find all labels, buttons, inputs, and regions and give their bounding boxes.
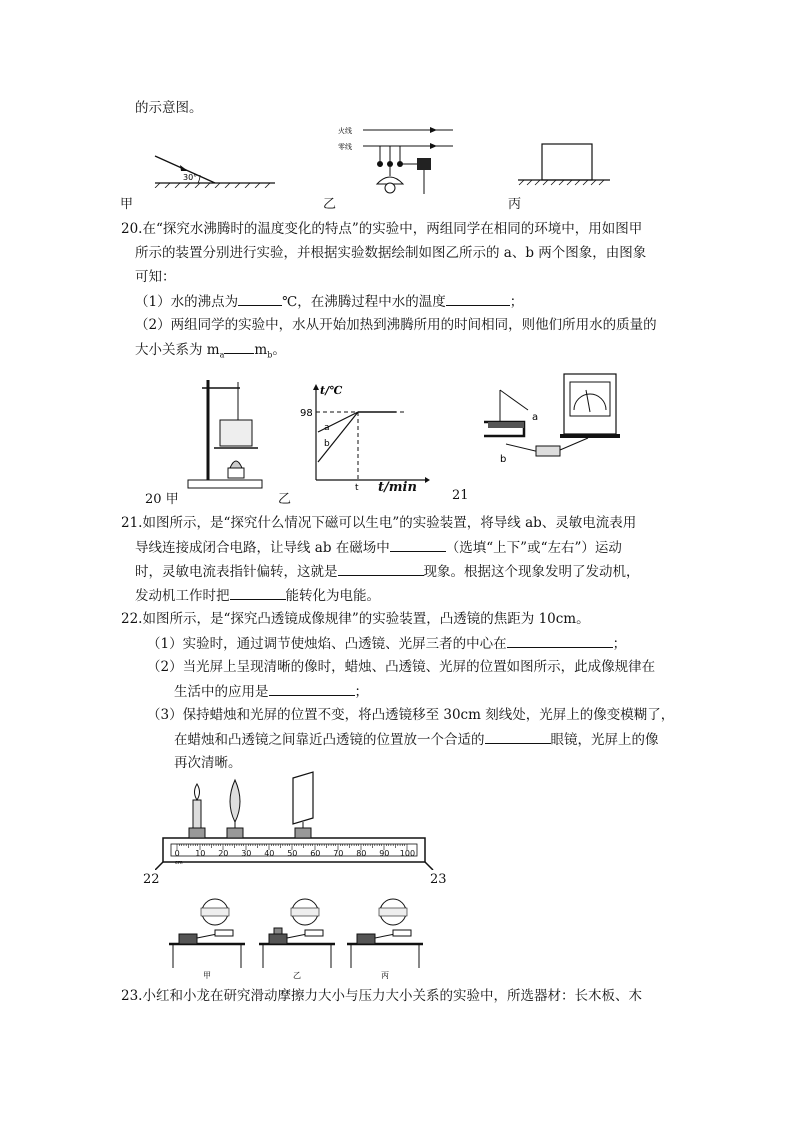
svg-text:乙: 乙 — [293, 971, 301, 980]
answer-blank-temperature[interactable] — [446, 291, 510, 306]
bench-tick-label: 70 — [333, 849, 344, 858]
boiling-graph-x-axis: t/min — [378, 480, 417, 495]
induction-apparatus-figure — [476, 370, 626, 470]
svg-text:98: 98 — [300, 408, 313, 419]
friction-setup-jia — [169, 899, 245, 968]
bench-tick-label: 0 — [174, 849, 180, 858]
label-23: 23 — [430, 872, 447, 887]
optical-bench-figure — [155, 770, 435, 870]
svg-text:甲: 甲 — [203, 971, 211, 980]
bench-tick-label: 60 — [310, 849, 321, 858]
live-wire-label: 火线 — [338, 127, 352, 135]
boiling-apparatus-figure — [180, 372, 270, 490]
q22-part3-line2: 在蜡烛和凸透镜之间靠近凸透镜的位置放一个合适的 眼镜，光屏上的像 — [174, 729, 659, 750]
svg-text:t: t — [355, 483, 359, 490]
q20-part2-line2: 大小关系为 $m_a$ $m_b$。 — [135, 339, 286, 366]
q20-line3: 可知： — [135, 269, 176, 285]
label-jia: 甲 — [120, 197, 134, 212]
bench-tick-label: 20 — [218, 849, 229, 858]
circuit-figure — [335, 124, 455, 199]
bench-tick-label: 100 — [399, 849, 416, 858]
q22-part3-line1: （3）保持蜡烛和光屏的位置不变，将凸透镜移至 30cm 刻线处，光屏上的像变模糊了， — [147, 707, 675, 723]
q20-part2-line1: （2）两组同学的实验中，水从开始加热到沸腾所用的时间相同，则他们所用水的质量的 — [135, 317, 657, 333]
friction-figure — [165, 898, 435, 980]
answer-blank-phenomenon[interactable] — [338, 561, 424, 576]
answer-blank-motion-direction[interactable] — [390, 537, 446, 552]
bench-tick-label: 50 — [287, 849, 298, 858]
boiling-graph — [300, 382, 430, 490]
q23-line1: 23.小红和小龙在研究滑动摩擦力大小与压力大小关系的实验中，所选器材：长木板、木 — [121, 988, 642, 1004]
svg-text:b: b — [324, 439, 330, 449]
label-bing: 丙 — [508, 197, 522, 212]
q22-part2-line2: 生活中的应用是 ； — [174, 681, 368, 702]
q20-line1: 20.在“探究水沸腾时的温度变化的特点”的实验中，两组同学在相同的环境中，用如图甲 — [121, 221, 643, 237]
answer-blank-energy-form[interactable] — [230, 585, 286, 600]
answer-blank-mass-relation[interactable] — [224, 339, 254, 354]
q21-line4: 发动机工作时把 能转化为电能。 — [135, 585, 380, 606]
q20-line2: 所示的装置分别进行实验，并根据实验数据绘制如图乙所示的 a、b 两个图象，由图象 — [135, 245, 647, 261]
bench-tick-label: 90 — [379, 849, 390, 858]
bench-tick-label: 40 — [264, 849, 275, 858]
answer-blank-center-height[interactable] — [507, 633, 613, 648]
answer-blank-application[interactable] — [269, 681, 355, 696]
q21-line3: 时，灵敏电流表指针偏转，这就是 现象。根据这个现象发明了发动机， — [135, 561, 640, 582]
angle-label: 30° — [183, 173, 198, 182]
bench-tick-label: 30 — [241, 849, 252, 858]
friction-setup-bing — [347, 899, 423, 968]
q22-part1: （1）实验时，通过调节使烛焰、凸透镜、光屏三者的中心在 ； — [147, 633, 626, 654]
q22-part2-line1: （2）当光屏上呈现清晰的像时，蜡烛、凸透镜、光屏的位置如图所示，此成像规律在 — [147, 659, 656, 675]
svg-text:丙: 丙 — [381, 971, 389, 980]
label-20-jia: 20 甲 — [145, 492, 179, 507]
bench-tick-label: 10 — [195, 849, 206, 858]
label-yi: 乙 — [323, 197, 337, 212]
intro-tail: 的示意图。 — [135, 100, 203, 116]
bench-tick-label: 80 — [356, 849, 367, 858]
q22-line1: 22.如图所示，是“探究凸透镜成像规律”的实验装置，凸透镜的焦距为 10cm。 — [121, 611, 590, 627]
q20-part1: （1）水的沸点为 ℃，在沸腾过程中水的温度 ； — [135, 291, 523, 312]
friction-setup-yi — [259, 899, 335, 968]
answer-blank-lens-type[interactable] — [485, 729, 551, 744]
q22-part3-line3: 再次清晰。 — [174, 755, 242, 771]
label-22: 22 — [143, 872, 160, 887]
q21-line2: 导线连接成闭合电路，让导线 ab 在磁场中 （选填“上下”或“左右”）运动 — [135, 537, 622, 558]
answer-blank-boiling-point[interactable] — [238, 291, 282, 306]
block-figure — [518, 140, 610, 186]
svg-text:a: a — [324, 423, 330, 433]
label-21: 21 — [452, 488, 469, 503]
svg-text:a: a — [532, 412, 539, 423]
q21-line1: 21.如图所示，是“探究什么情况下磁可以生电”的实验装置，将导线 ab、灵敏电流表用 — [121, 515, 637, 531]
svg-text:b: b — [500, 454, 507, 465]
ground-wire-label: 零线 — [338, 143, 352, 151]
svg-text:cm: cm — [175, 860, 183, 866]
label-20-yi: 乙 — [278, 492, 292, 507]
reflection-figure — [150, 128, 280, 188]
svg-text:t/℃: t/℃ — [320, 384, 343, 397]
